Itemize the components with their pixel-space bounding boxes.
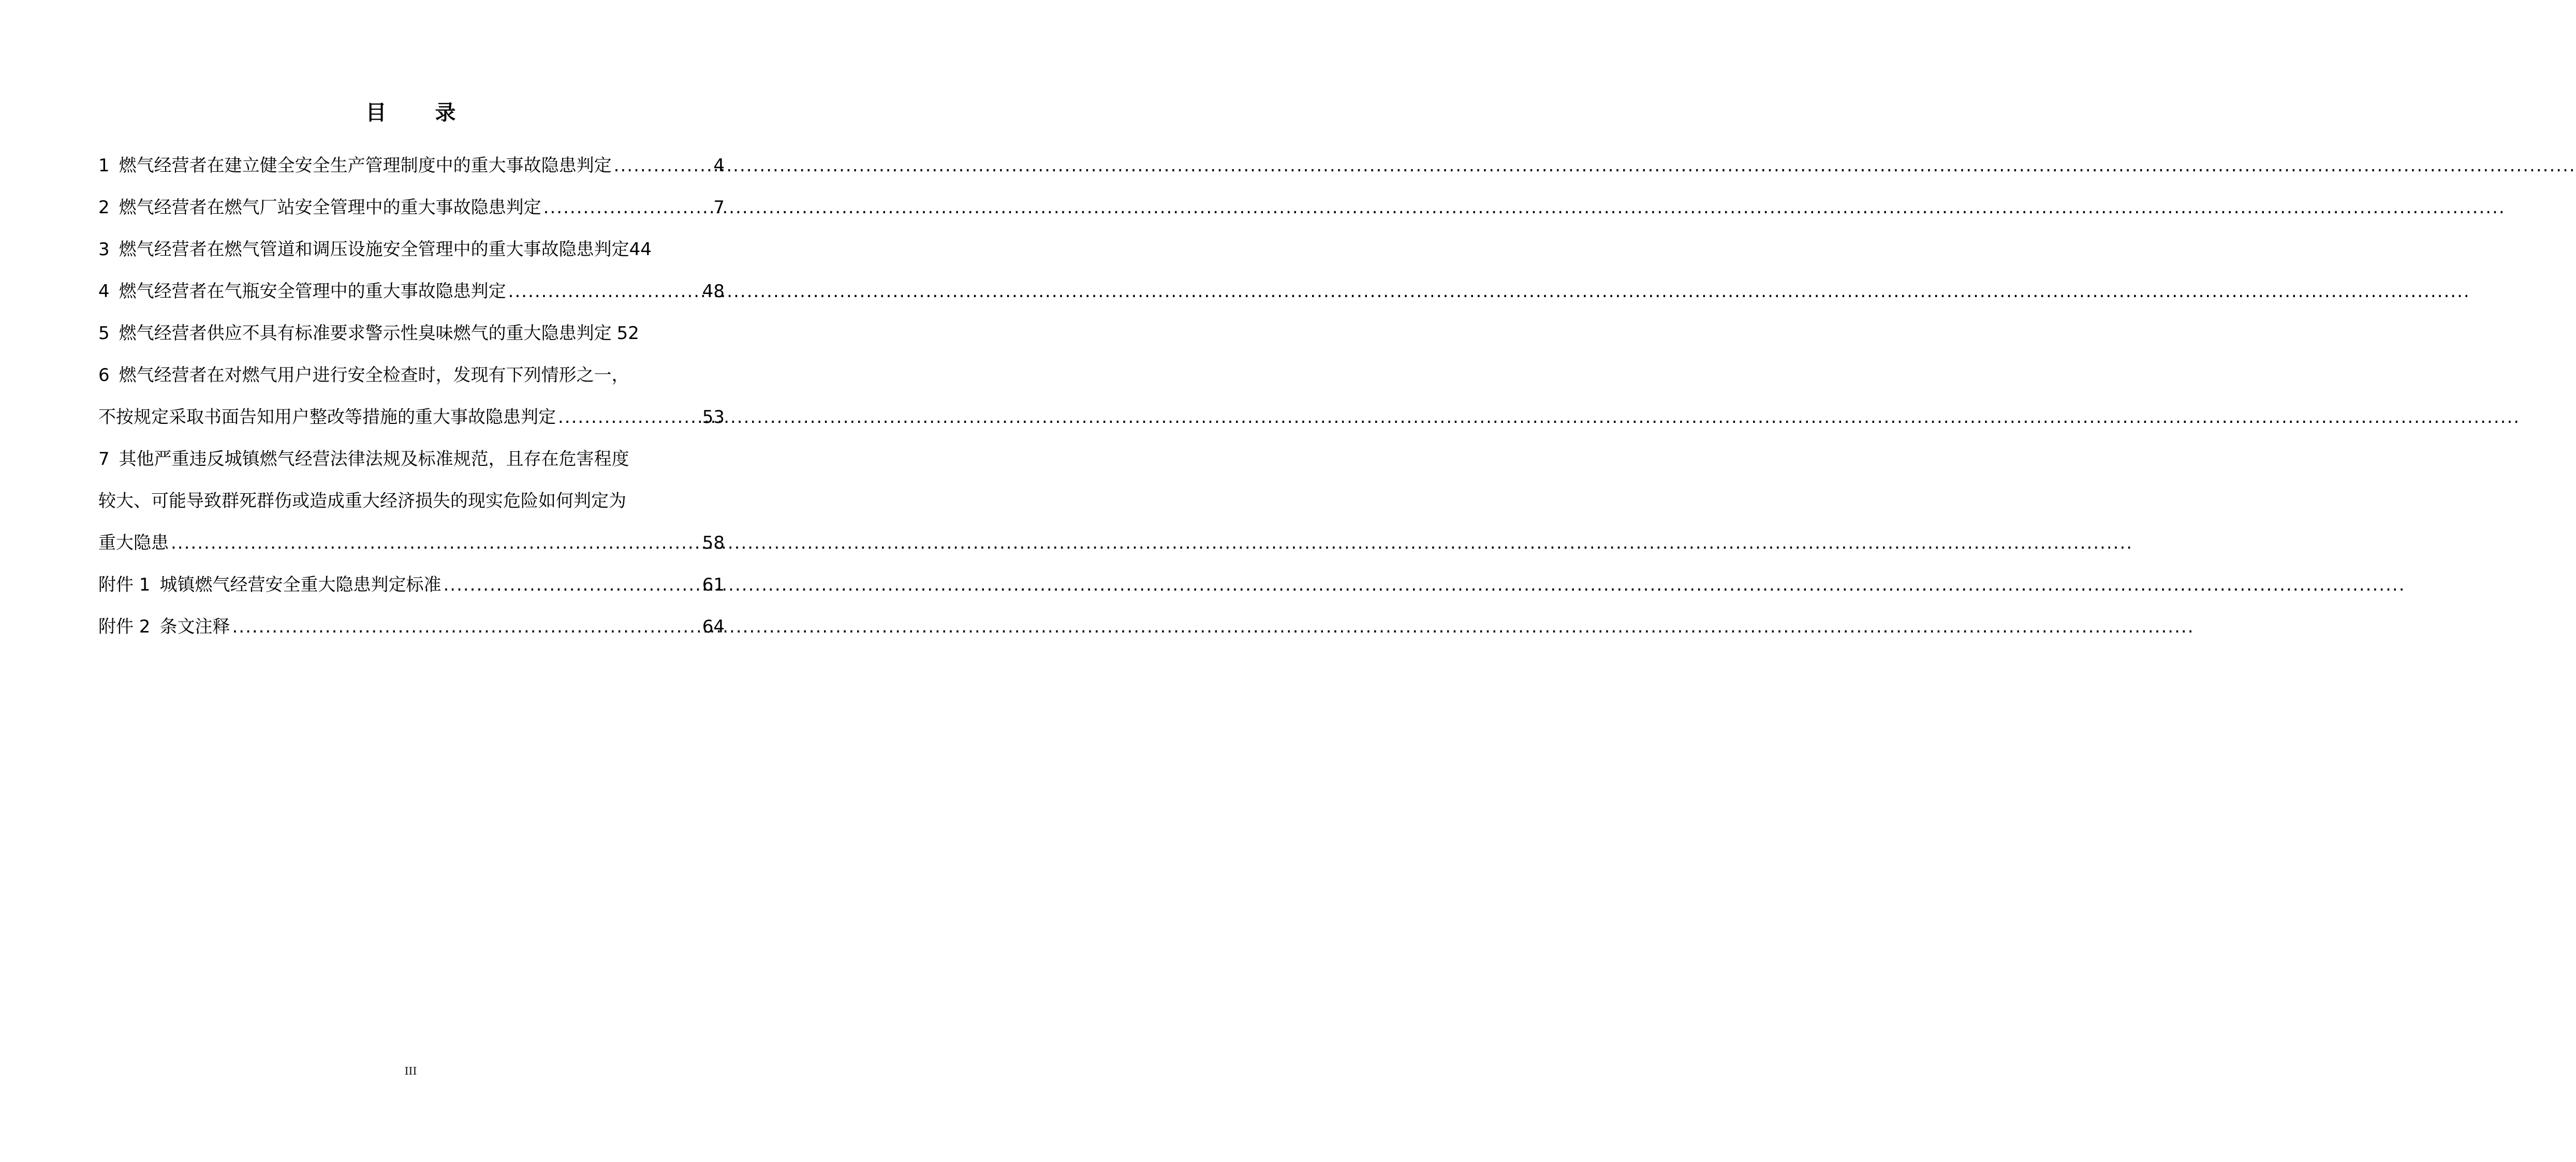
toc-entry-title: 燃气经营者在建立健全安全生产管理制度中的重大事故隐患判定 (119, 155, 612, 176)
toc-entry-title-continued: 不按规定采取书面告知用户整改等措施的重大事故隐患判定 (98, 407, 556, 428)
toc-entry-number: 4 (98, 281, 110, 302)
toc-line (98, 480, 725, 522)
toc-entry-title: 燃气经营者在燃气厂站安全管理中的重大事故隐患判定 (119, 197, 541, 218)
toc-entry-number: 附件 1 (98, 575, 151, 595)
toc-entry-number: 3 (98, 239, 110, 260)
toc-dot-leader (508, 271, 700, 313)
toc-entry-number: 1 (98, 155, 110, 176)
toc-entry-text (98, 271, 506, 313)
toc-entry-text (98, 606, 230, 648)
toc-entry-number: 5 (98, 323, 110, 344)
toc-line (98, 271, 725, 313)
toc-entry-title: 条文注释 (159, 616, 230, 637)
toc-entry-text (98, 355, 725, 396)
toc-entry-text (98, 313, 612, 355)
toc-entry[interactable] (98, 606, 725, 648)
toc-entry-number: 7 (98, 449, 110, 469)
toc-entry-text (98, 187, 541, 229)
toc-line (98, 396, 725, 438)
toc-entry[interactable] (98, 438, 725, 564)
toc-page-number: 61 (702, 575, 725, 595)
toc-entry[interactable] (98, 355, 725, 438)
toc-entry-text (98, 145, 612, 187)
toc-entry-number: 6 (98, 365, 110, 386)
toc-line (98, 522, 725, 564)
toc-entry-text (98, 564, 441, 606)
toc-dot-leader (614, 145, 712, 187)
toc-page-number: 7 (713, 197, 725, 218)
toc-page-number: 44 (629, 239, 652, 260)
toc-dot-leader (543, 187, 712, 229)
toc-page-number: 64 (702, 616, 725, 637)
toc-dot-leader (171, 522, 700, 564)
toc-line (98, 606, 725, 648)
toc-entry[interactable] (98, 229, 725, 271)
toc-dot-leader (443, 564, 700, 606)
toc-entry-number: 附件 2 (98, 616, 151, 637)
toc-line (98, 355, 725, 396)
toc-entry-title: 城镇燃气经营安全重大隐患判定标准 (159, 575, 441, 595)
toc-line (98, 229, 725, 271)
toc-line (98, 438, 725, 480)
toc-line (98, 564, 725, 606)
toc-dot-leader (558, 396, 700, 438)
toc-list (98, 145, 725, 648)
page-number: III (404, 1065, 417, 1077)
toc-entry[interactable] (98, 145, 725, 187)
toc-title: 目 录 (365, 101, 477, 125)
toc-page-number: 4 (713, 155, 725, 176)
document-page (0, 0, 821, 1162)
toc-entry-title: 燃气经营者在对燃气用户进行安全检查时，发现有下列情形之一， (119, 365, 629, 386)
toc-entry-title: 其他严重违反城镇燃气经营法律法规及标准规范，且存在危害程度 (119, 449, 629, 469)
toc-entry[interactable] (98, 271, 725, 313)
toc-page-number: 58 (702, 533, 725, 553)
toc-entry-number: 2 (98, 197, 110, 218)
toc-entry-text (98, 438, 725, 480)
toc-line (98, 145, 725, 187)
toc-entry-title: 燃气经营者在气瓶安全管理中的重大事故隐患判定 (119, 281, 506, 302)
toc-entry-text (98, 229, 629, 271)
toc-entry-title-continued: 重大隐患 (98, 533, 169, 553)
toc-entry[interactable] (98, 313, 725, 355)
toc-entry[interactable] (98, 187, 725, 229)
toc-entry[interactable] (98, 564, 725, 606)
toc-page-number: 52 (616, 323, 639, 344)
toc-entry-title: 燃气经营者在燃气管道和调压设施安全管理中的重大事故隐患判定 (119, 239, 629, 260)
toc-entry-title: 燃气经营者供应不具有标准要求警示性臭味燃气的重大隐患判定 (119, 323, 612, 344)
toc-dot-leader (232, 606, 700, 648)
toc-line (98, 313, 725, 355)
toc-page-number: 48 (702, 281, 725, 302)
toc-entry-title-continued: 较大、可能导致群死群伤或造成重大经济损失的现实危险如何判定为 (98, 491, 626, 511)
toc-line (98, 187, 725, 229)
toc-page-number: 53 (702, 407, 725, 428)
